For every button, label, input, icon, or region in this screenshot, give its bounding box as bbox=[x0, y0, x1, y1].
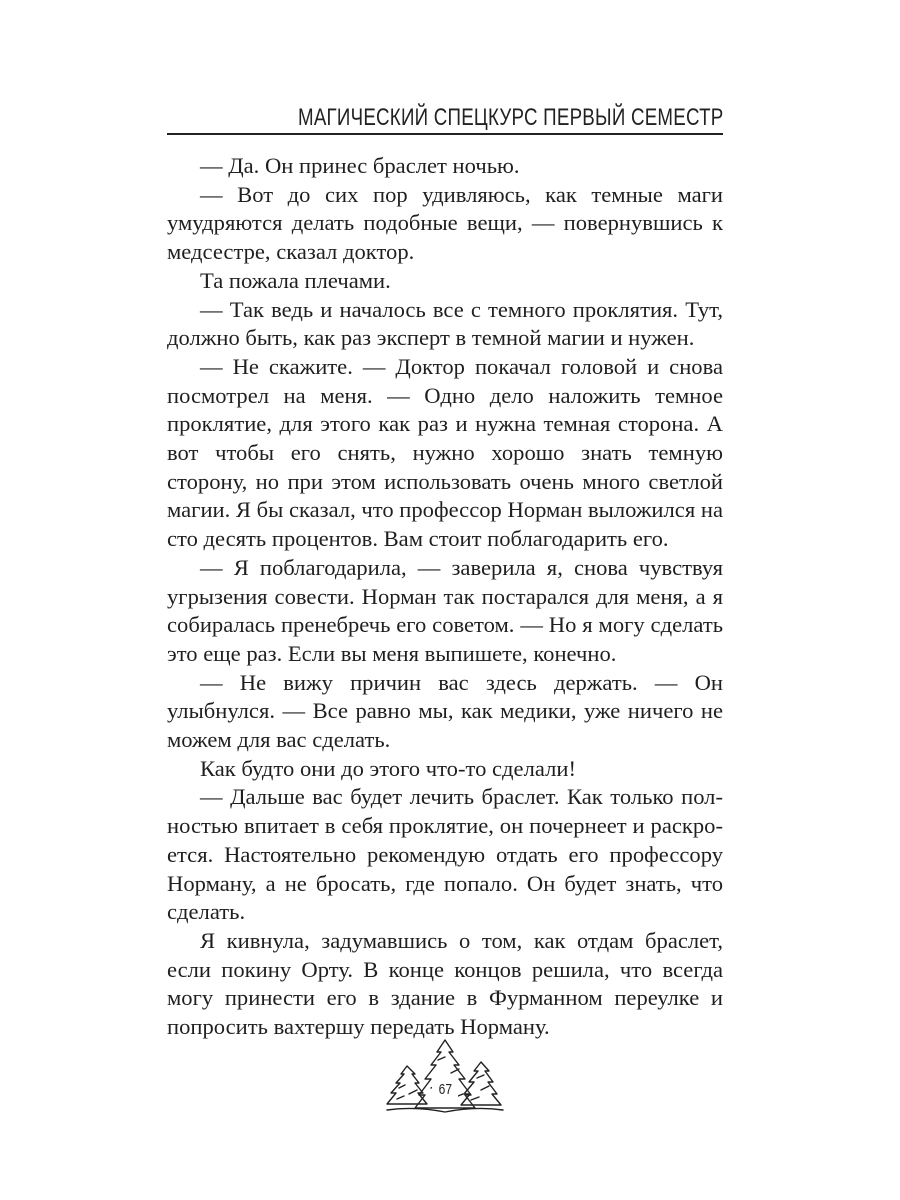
page-number: 67 bbox=[438, 1081, 453, 1098]
paragraph: — Да. Он принес браслет ночью. bbox=[200, 153, 520, 178]
page-footer bbox=[385, 1038, 505, 1118]
body-text bbox=[167, 152, 723, 1042]
paragraph: — Не вижу причин вас здесь держать. — Он улыбнулся. — Все равно мы, как медики, уже ничего не можем для вас сделать. bbox=[167, 669, 723, 753]
pine-trees-icon bbox=[385, 1038, 505, 1118]
paragraph: — Не скажите. — Доктор покачал головой и снова посмотрел на меня. — Одно дело наложить темное проклятие, для этого как раз и нужна темная сторона. А вот чтобы его снять, нужно хорошо знать темную сторону, но при этом использовать очень много светлой магии. Я бы сказал, что профессор Норман выложился на сто десять процентов. Вам стоит поблагодарить его. bbox=[167, 353, 723, 552]
paragraph: Та пожала плечами. bbox=[200, 267, 391, 293]
paragraph: — Я поблагодарила, — заверила я, снова чувствуя угрызения совести. Норман так постарался для меня, а я собиралась пренебречь его советом. — Но я могу сделать это еще раз. Если вы меня выпишете, конечно. bbox=[167, 554, 723, 666]
paragraph: — Дальше вас будет лечить браслет. Как только полностью впитает в себя проклятие, он почернеет и раскроется. Настоятельно рекомендую отдать его профессору Норману, а не бросать, где попало. Он будет знать, что сделать. bbox=[167, 784, 723, 925]
running-header bbox=[167, 100, 723, 140]
header-rule bbox=[167, 133, 723, 135]
running-title: МАГИЧЕСКИЙ СПЕЦКУРС ПЕРВЫЙ СЕМЕСТР bbox=[297, 104, 723, 131]
paragraph: — Так ведь и началось все с темного проклятия. Тут, должно быть, как раз эксперт в темной магии и нужен. bbox=[167, 296, 723, 351]
paragraph: Я кивнула, задумавшись о том, как отдам браслет, если покину Орту. В конце концов решила, что всегда могу принести его в здание в Фурманном переулке и попросить вахтершу передать Норману. bbox=[167, 927, 723, 1040]
paragraph: — Вот до сих пор удивляюсь, как темные маги умудряются делать подобные вещи, — повернувшись к медсестре, сказал доктор. bbox=[167, 181, 723, 265]
paragraph: Как будто они до этого что-то сделали! bbox=[200, 755, 576, 781]
